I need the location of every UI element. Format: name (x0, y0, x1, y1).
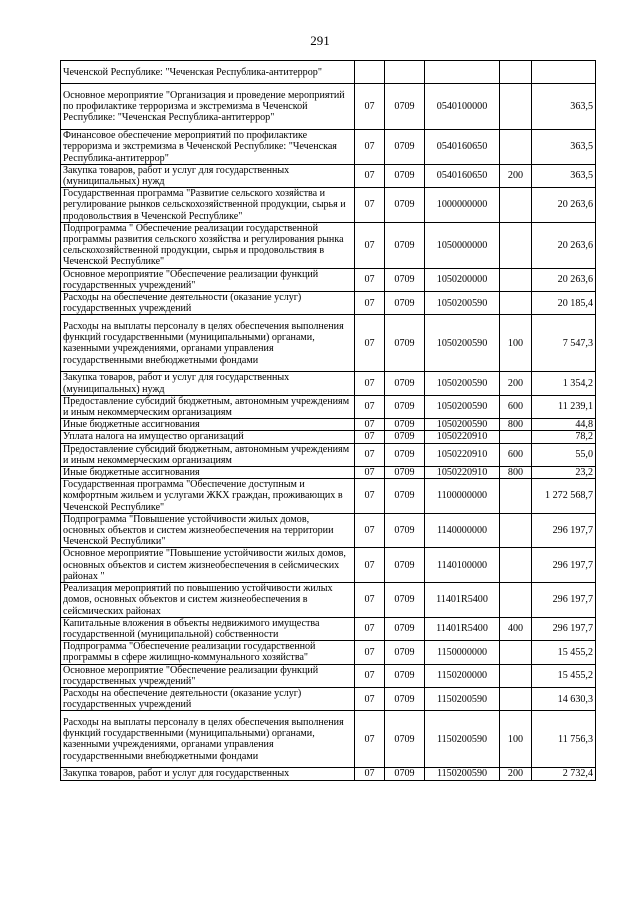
expense-name-cell: Подпрограмма " Обеспечение реализации государственной программы развития сельского хозяйства и регулирования рынка сельскохозяйственной продукции, сырья и продовольствия в Чеченской Республике" (61, 222, 355, 268)
table-row (61, 222, 596, 268)
subsection-code-cell: 0709 (385, 292, 425, 315)
expense-name-cell: Расходы на обеспечение деятельности (оказание услуг) государственных учреждений (61, 292, 355, 315)
page-number: 291 (310, 33, 330, 48)
expense-type-cell (500, 61, 532, 84)
subsection-code-cell: 0709 (385, 419, 425, 431)
section-code-cell: 07 (355, 419, 385, 431)
section-code-cell: 07 (355, 84, 385, 130)
section-code-cell: 07 (355, 687, 385, 710)
target-article-cell: 0540160650 (425, 130, 500, 165)
target-article-cell: 1050000000 (425, 222, 500, 268)
amount-cell: 20 263,6 (532, 268, 596, 291)
expense-type-cell (500, 222, 532, 268)
expense-name-cell: Государственная программа "Обеспечение доступным и комфортным жильем и услугами ЖКХ граждан, проживающих в Чеченской Республике" (61, 479, 355, 514)
target-article-cell: 1050200000 (425, 268, 500, 291)
target-article-cell: 1150000000 (425, 641, 500, 664)
amount-cell: 2 732,4 (532, 768, 596, 780)
section-code-cell: 07 (355, 222, 385, 268)
subsection-code-cell: 0709 (385, 641, 425, 664)
budget-table (60, 60, 596, 781)
expense-type-cell: 400 (500, 617, 532, 640)
target-article-cell: 1050220910 (425, 431, 500, 443)
subsection-code-cell: 0709 (385, 188, 425, 223)
amount-cell: 296 197,7 (532, 583, 596, 618)
amount-cell: 55,0 (532, 443, 596, 466)
target-article-cell: 1050220910 (425, 467, 500, 479)
expense-name-cell: Основное мероприятие "Обеспечение реализации функций государственных учреждений" (61, 268, 355, 291)
target-article-cell: 1150200590 (425, 711, 500, 768)
expense-type-cell: 800 (500, 419, 532, 431)
subsection-code-cell: 0709 (385, 548, 425, 583)
subsection-code-cell: 0709 (385, 431, 425, 443)
expense-name-cell: Основное мероприятие "Организация и проведение мероприятий по профилактике терроризма и экстремизма в Чеченской Республике: "Чеченская Республика-антитеррор" (61, 84, 355, 130)
expense-name-cell: Основное мероприятие "Повышение устойчивости жилых домов, основных объектов и систем жизнеобеспечения в сейсмических районах " (61, 548, 355, 583)
amount-cell: 15 455,2 (532, 664, 596, 687)
subsection-code-cell: 0709 (385, 479, 425, 514)
table-row (61, 583, 596, 618)
amount-cell: 296 197,7 (532, 513, 596, 548)
amount-cell (532, 61, 596, 84)
amount-cell: 1 272 568,7 (532, 479, 596, 514)
subsection-code-cell: 0709 (385, 395, 425, 418)
section-code-cell: 07 (355, 583, 385, 618)
section-code-cell: 07 (355, 268, 385, 291)
subsection-code-cell: 0709 (385, 664, 425, 687)
subsection-code-cell: 0709 (385, 268, 425, 291)
table-row (61, 641, 596, 664)
section-code-cell: 07 (355, 130, 385, 165)
amount-cell: 15 455,2 (532, 641, 596, 664)
target-article-cell: 1050220910 (425, 443, 500, 466)
target-article-cell: 1050200590 (425, 292, 500, 315)
table-row (61, 84, 596, 130)
amount-cell: 11 239,1 (532, 395, 596, 418)
section-code-cell: 07 (355, 711, 385, 768)
subsection-code-cell: 0709 (385, 443, 425, 466)
expense-name-cell: Подпрограмма "Обеспечение реализации государственной программы в сфере жилищно-коммунального хозяйства" (61, 641, 355, 664)
expense-name-cell: Чеченской Республике: "Чеченская Республика-антитеррор" (61, 61, 355, 84)
expense-type-cell: 800 (500, 467, 532, 479)
table-row (61, 768, 596, 780)
section-code-cell: 07 (355, 315, 385, 372)
expense-type-cell (500, 583, 532, 618)
target-article-cell: 1050200590 (425, 315, 500, 372)
subsection-code-cell: 0709 (385, 617, 425, 640)
subsection-code-cell: 0709 (385, 687, 425, 710)
expense-type-cell: 200 (500, 164, 532, 187)
amount-cell: 78,2 (532, 431, 596, 443)
target-article-cell: 0540100000 (425, 84, 500, 130)
section-code-cell: 07 (355, 188, 385, 223)
target-article-cell: 1050200590 (425, 372, 500, 395)
expense-name-cell: Подпрограмма "Повышение устойчивости жилых домов, основных объектов и систем жизнеобеспечения на территории Чеченской Республики" (61, 513, 355, 548)
table-row (61, 664, 596, 687)
amount-cell: 1 354,2 (532, 372, 596, 395)
subsection-code-cell: 0709 (385, 372, 425, 395)
table-row (61, 687, 596, 710)
expense-name-cell: Расходы на выплаты персоналу в целях обеспечения выполнения функций государственными (муниципальными) органами, казенными учреждениями, органами управления государственными внебюджетными фондами (61, 315, 355, 372)
expense-name-cell: Закупка товаров, работ и услуг для государственных (61, 768, 355, 780)
section-code-cell: 07 (355, 768, 385, 780)
subsection-code-cell: 0709 (385, 711, 425, 768)
subsection-code-cell: 0709 (385, 222, 425, 268)
expense-type-cell: 600 (500, 443, 532, 466)
expense-name-cell: Расходы на обеспечение деятельности (оказание услуг) государственных учреждений (61, 687, 355, 710)
amount-cell: 20 263,6 (532, 222, 596, 268)
expense-type-cell: 200 (500, 372, 532, 395)
section-code-cell: 07 (355, 292, 385, 315)
expense-type-cell: 100 (500, 711, 532, 768)
expense-type-cell (500, 130, 532, 165)
table-row (61, 315, 596, 372)
target-article-cell: 11401R5400 (425, 583, 500, 618)
expense-type-cell: 100 (500, 315, 532, 372)
table-row (61, 164, 596, 187)
expense-type-cell (500, 431, 532, 443)
table-row (61, 419, 596, 431)
section-code-cell: 07 (355, 372, 385, 395)
subsection-code-cell: 0709 (385, 583, 425, 618)
expense-name-cell: Закупка товаров, работ и услуг для государственных (муниципальных) нужд (61, 164, 355, 187)
table-row (61, 61, 596, 84)
table-row (61, 372, 596, 395)
expense-name-cell: Предоставление субсидий бюджетным, автономным учреждениям и иным некоммерческим организациям (61, 443, 355, 466)
subsection-code-cell (385, 61, 425, 84)
subsection-code-cell: 0709 (385, 84, 425, 130)
amount-cell: 363,5 (532, 84, 596, 130)
expense-name-cell: Финансовое обеспечение мероприятий по профилактике терроризма и экстремизма в Чеченской Республике: "Чеченская Республика-антитеррор" (61, 130, 355, 165)
target-article-cell: 1000000000 (425, 188, 500, 223)
expense-type-cell (500, 513, 532, 548)
subsection-code-cell: 0709 (385, 164, 425, 187)
section-code-cell: 07 (355, 664, 385, 687)
section-code-cell (355, 61, 385, 84)
expense-type-cell: 200 (500, 768, 532, 780)
expense-type-cell (500, 84, 532, 130)
subsection-code-cell: 0709 (385, 130, 425, 165)
section-code-cell: 07 (355, 164, 385, 187)
target-article-cell: 1150200590 (425, 768, 500, 780)
expense-type-cell: 600 (500, 395, 532, 418)
expense-name-cell: Иные бюджетные ассигнования (61, 467, 355, 479)
expense-type-cell (500, 188, 532, 223)
expense-type-cell (500, 687, 532, 710)
section-code-cell: 07 (355, 617, 385, 640)
expense-name-cell: Иные бюджетные ассигнования (61, 419, 355, 431)
expense-name-cell: Капитальные вложения в объекты недвижимого имущества государственной (муниципальной) собственности (61, 617, 355, 640)
expense-type-cell (500, 268, 532, 291)
section-code-cell: 07 (355, 513, 385, 548)
table-row (61, 395, 596, 418)
target-article-cell: 0540160650 (425, 164, 500, 187)
amount-cell: 14 630,3 (532, 687, 596, 710)
section-code-cell: 07 (355, 443, 385, 466)
expense-type-cell (500, 479, 532, 514)
expense-name-cell: Расходы на выплаты персоналу в целях обеспечения выполнения функций государственными (муниципальными) органами, казенными учреждениями, органами управления государственными внебюджетными фондами (61, 711, 355, 768)
amount-cell: 20 185,4 (532, 292, 596, 315)
expense-name-cell: Предоставление субсидий бюджетным, автономным учреждениям и иным некоммерческим организациям (61, 395, 355, 418)
amount-cell: 23,2 (532, 467, 596, 479)
table-row (61, 188, 596, 223)
expense-type-cell (500, 292, 532, 315)
target-article-cell: 1140100000 (425, 548, 500, 583)
target-article-cell: 1050200590 (425, 395, 500, 418)
expense-type-cell (500, 641, 532, 664)
budget-table-body (61, 61, 596, 781)
target-article-cell: 1100000000 (425, 479, 500, 514)
expense-name-cell: Государственная программа "Развитие сельского хозяйства и регулирование рынков сельскохозяйственной продукции, сырья и продовольствия в Чеченской Республике" (61, 188, 355, 223)
section-code-cell: 07 (355, 548, 385, 583)
table-row (61, 479, 596, 514)
amount-cell: 363,5 (532, 164, 596, 187)
section-code-cell: 07 (355, 479, 385, 514)
section-code-cell: 07 (355, 395, 385, 418)
section-code-cell: 07 (355, 431, 385, 443)
table-row (61, 711, 596, 768)
amount-cell: 7 547,3 (532, 315, 596, 372)
table-row (61, 431, 596, 443)
expense-type-cell (500, 664, 532, 687)
amount-cell: 363,5 (532, 130, 596, 165)
section-code-cell: 07 (355, 641, 385, 664)
section-code-cell: 07 (355, 467, 385, 479)
amount-cell: 20 263,6 (532, 188, 596, 223)
expense-name-cell: Реализация мероприятий по повышению устойчивости жилых домов, основных объектов и систем жизнеобеспечения в сейсмических районах (61, 583, 355, 618)
amount-cell: 11 756,3 (532, 711, 596, 768)
subsection-code-cell: 0709 (385, 315, 425, 372)
subsection-code-cell: 0709 (385, 513, 425, 548)
target-article-cell: 1140000000 (425, 513, 500, 548)
expense-name-cell: Основное мероприятие "Обеспечение реализации функций государственных учреждений" (61, 664, 355, 687)
table-row (61, 268, 596, 291)
subsection-code-cell: 0709 (385, 768, 425, 780)
table-row (61, 467, 596, 479)
table-row (61, 548, 596, 583)
table-row (61, 617, 596, 640)
table-row (61, 443, 596, 466)
target-article-cell: 11401R5400 (425, 617, 500, 640)
expense-name-cell: Уплата налога на имущество организаций (61, 431, 355, 443)
expense-name-cell: Закупка товаров, работ и услуг для государственных (муниципальных) нужд (61, 372, 355, 395)
target-article-cell: 1150200000 (425, 664, 500, 687)
target-article-cell (425, 61, 500, 84)
amount-cell: 296 197,7 (532, 548, 596, 583)
subsection-code-cell: 0709 (385, 467, 425, 479)
amount-cell: 296 197,7 (532, 617, 596, 640)
table-row (61, 513, 596, 548)
table-row (61, 130, 596, 165)
expense-type-cell (500, 548, 532, 583)
target-article-cell: 1050200590 (425, 419, 500, 431)
target-article-cell: 1150200590 (425, 687, 500, 710)
table-row (61, 292, 596, 315)
amount-cell: 44,8 (532, 419, 596, 431)
